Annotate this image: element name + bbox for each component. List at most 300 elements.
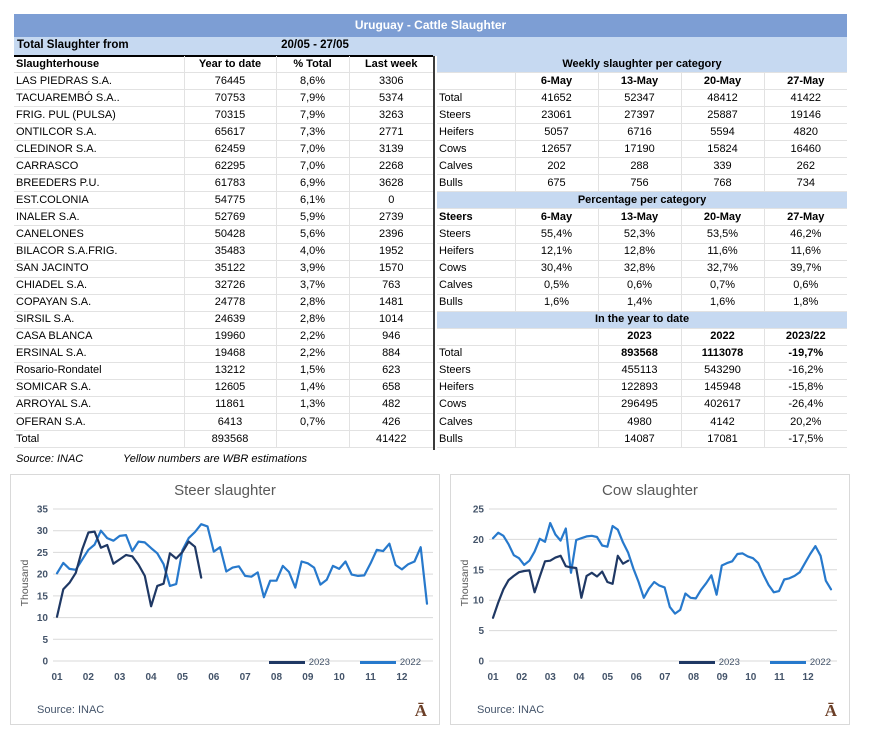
table-cell: 50428 (184, 226, 276, 243)
table-cell: Calves (437, 277, 515, 294)
table-cell: CANELONES (14, 226, 184, 243)
table-cell: 122893 (598, 379, 681, 396)
table-cell: 482 (349, 396, 433, 413)
table-cell: 2739 (349, 209, 433, 226)
table-cell: -26,4% (764, 396, 847, 413)
table-cell: 1,6% (515, 294, 598, 311)
table-cell: 53,5% (681, 226, 764, 243)
y-tick-label: 35 (36, 504, 48, 516)
table-cell: -19,7% (764, 345, 847, 362)
table-cell: 734 (764, 175, 847, 192)
x-tick-label: 01 (51, 672, 63, 683)
table-row (437, 107, 847, 124)
table-cell: 893568 (184, 431, 276, 448)
table-row (437, 294, 847, 311)
slaughterhouse-table (14, 56, 433, 448)
column-header: 13-May (598, 209, 681, 226)
watermark-logo: Ā (824, 701, 837, 720)
table-cell: 6413 (184, 413, 276, 430)
table-cell: 12,8% (598, 243, 681, 260)
table-vertical-divider (433, 56, 435, 450)
table-cell (276, 431, 349, 448)
x-tick-label: 01 (487, 672, 499, 683)
table-cell: 8,6% (276, 73, 349, 90)
column-header: Slaughterhouse (14, 56, 184, 73)
x-tick-label: 04 (145, 672, 157, 683)
slaughterhouse-table-body (14, 56, 433, 448)
chart-title: Cow slaughter (602, 482, 698, 499)
table-row (14, 141, 433, 158)
x-tick-label: 05 (602, 672, 614, 683)
legend-item (360, 657, 421, 668)
table-cell: 3263 (349, 107, 433, 124)
table-cell: 27397 (598, 107, 681, 124)
table-cell: 61783 (184, 175, 276, 192)
column-header: Steers (437, 209, 515, 226)
table-cell: 0,6% (764, 277, 847, 294)
legend-label: 2023 (308, 657, 330, 668)
table-row (14, 379, 433, 396)
x-tick-label: 07 (659, 672, 671, 683)
table-cell: Total (437, 90, 515, 107)
table-cell: 0,6% (598, 277, 681, 294)
table-cell: 1481 (349, 294, 433, 311)
table-cell: 4820 (764, 124, 847, 141)
y-tick-label: 20 (472, 534, 484, 546)
y-axis-label: Thousand (459, 559, 471, 607)
table-cell: 7,0% (276, 158, 349, 175)
table-cell: 7,9% (276, 90, 349, 107)
period-band (14, 37, 847, 56)
x-tick-label: 09 (716, 672, 728, 683)
table-row (14, 396, 433, 413)
table-cell: 5594 (681, 124, 764, 141)
table-cell: 15824 (681, 141, 764, 158)
table-cell: 16460 (764, 141, 847, 158)
table-cell: Rosario-Rondatel (14, 362, 184, 379)
series-line-2023 (493, 556, 628, 618)
section-title: In the year to date (437, 311, 847, 328)
table-cell: 52347 (598, 90, 681, 107)
table-cell: 339 (681, 158, 764, 175)
y-tick-label: 20 (36, 569, 48, 581)
table-cell: TACUAREMBÓ S.A.. (14, 90, 184, 107)
table-cell: CLEDINOR S.A. (14, 141, 184, 158)
table-cell: 41652 (515, 90, 598, 107)
x-tick-label: 10 (333, 672, 345, 683)
table-cell: 24778 (184, 294, 276, 311)
table-row (437, 141, 847, 158)
table-row (14, 260, 433, 277)
table-cell: 12605 (184, 379, 276, 396)
table-cell: 1113078 (681, 345, 764, 362)
table-cell: 12,1% (515, 243, 598, 260)
x-tick-label: 02 (516, 672, 528, 683)
table-cell: 1014 (349, 311, 433, 328)
table-cell (515, 431, 598, 448)
table-cell: 14087 (598, 431, 681, 448)
table-cell: 0,7% (681, 277, 764, 294)
table-row (14, 192, 433, 209)
table-cell: 6716 (598, 124, 681, 141)
table-cell: 65617 (184, 124, 276, 141)
table-cell: 25887 (681, 107, 764, 124)
table-cell: 7,3% (276, 124, 349, 141)
column-header: % Total (276, 56, 349, 73)
y-tick-label: 25 (472, 504, 484, 516)
table-cell: 202 (515, 158, 598, 175)
table-cell: 52,3% (598, 226, 681, 243)
table-cell: 62459 (184, 141, 276, 158)
column-header (515, 328, 598, 345)
table-cell: 6,1% (276, 192, 349, 209)
table-cell: 1,3% (276, 396, 349, 413)
table-cell: 70315 (184, 107, 276, 124)
table-cell: 884 (349, 345, 433, 362)
x-tick-label: 12 (802, 672, 814, 683)
table-cell: SAN JACINTO (14, 260, 184, 277)
table-cell: Bulls (437, 431, 515, 448)
chart-source: Source: INAC (477, 704, 545, 716)
table-cell: 46,2% (764, 226, 847, 243)
x-tick-label: 11 (365, 672, 376, 683)
x-tick-label: 11 (774, 672, 785, 683)
table-row (14, 209, 433, 226)
table-cell: 19146 (764, 107, 847, 124)
table-cell: 19468 (184, 345, 276, 362)
legend-swatch (679, 661, 715, 664)
table-cell: 262 (764, 158, 847, 175)
table-row (14, 277, 433, 294)
table-cell: 402617 (681, 396, 764, 413)
y-tick-label: 25 (36, 547, 48, 559)
table-row (437, 260, 847, 277)
y-tick-label: 0 (478, 656, 484, 668)
table-row (437, 396, 847, 413)
x-tick-label: 10 (745, 672, 757, 683)
table-cell (515, 345, 598, 362)
table-cell: 0,7% (276, 413, 349, 430)
table-cell: 455113 (598, 362, 681, 379)
table-cell: 7,0% (276, 141, 349, 158)
table-cell: 658 (349, 379, 433, 396)
table-cell: 2,2% (276, 345, 349, 362)
table-cell: Bulls (437, 175, 515, 192)
legend-swatch (360, 661, 396, 664)
table-row (437, 243, 847, 260)
section-title: Percentage per category (437, 192, 847, 209)
table-row (14, 311, 433, 328)
category-table-body (437, 56, 847, 448)
x-tick-label: 07 (239, 672, 251, 683)
table-row (437, 362, 847, 379)
column-header: Year to date (184, 56, 276, 73)
y-axis-label: Thousand (19, 559, 31, 607)
y-tick-label: 10 (36, 613, 48, 625)
table-cell: 7,9% (276, 107, 349, 124)
table-row (14, 90, 433, 107)
table-cell: 145948 (681, 379, 764, 396)
table-cell: 1,8% (764, 294, 847, 311)
legend-swatch (269, 661, 305, 664)
table-cell: Calves (437, 413, 515, 430)
table-cell: ONTILCOR S.A. (14, 124, 184, 141)
table-cell (515, 413, 598, 430)
y-tick-label: 0 (42, 656, 48, 668)
table-cell: 5,6% (276, 226, 349, 243)
table-cell: -16,2% (764, 362, 847, 379)
table-cell: Bulls (437, 294, 515, 311)
table-row (437, 431, 847, 448)
table-cell: 5057 (515, 124, 598, 141)
y-tick-label: 15 (36, 591, 48, 603)
table-cell: 4,0% (276, 243, 349, 260)
cow-slaughter-chart (450, 474, 850, 725)
table-cell: 1,4% (276, 379, 349, 396)
table-cell: 54775 (184, 192, 276, 209)
table-cell: 768 (681, 175, 764, 192)
table-cell: 1,6% (681, 294, 764, 311)
table-row (14, 328, 433, 345)
table-cell: 675 (515, 175, 598, 192)
x-tick-label: 05 (176, 672, 188, 683)
table-row (14, 107, 433, 124)
table-cell: 288 (598, 158, 681, 175)
table-cell: 3,7% (276, 277, 349, 294)
steer-slaughter-chart (10, 474, 440, 725)
table-cell: SIRSIL S.A. (14, 311, 184, 328)
table-row (437, 277, 847, 294)
table-cell: ERSINAL S.A. (14, 345, 184, 362)
table-cell: 32726 (184, 277, 276, 294)
table-row (14, 362, 433, 379)
table-cell: -15,8% (764, 379, 847, 396)
table-cell: 17190 (598, 141, 681, 158)
column-header: 6-May (515, 73, 598, 90)
column-header: 20-May (681, 73, 764, 90)
table-cell: 2,8% (276, 311, 349, 328)
x-tick-label: 12 (396, 672, 408, 683)
table-cell: 24639 (184, 311, 276, 328)
table-cell: Cows (437, 260, 515, 277)
table-cell: 3628 (349, 175, 433, 192)
table-cell (515, 362, 598, 379)
column-header (437, 328, 515, 345)
table-header-row (14, 56, 433, 73)
table-cell: BREEDERS P.U. (14, 175, 184, 192)
table-cell: 11861 (184, 396, 276, 413)
table-cell: CASA BLANCA (14, 328, 184, 345)
table-cell: CARRASCO (14, 158, 184, 175)
table-cell: 3139 (349, 141, 433, 158)
table-cell: 4980 (598, 413, 681, 430)
table-row (14, 226, 433, 243)
table-row (14, 294, 433, 311)
table-cell: 19960 (184, 328, 276, 345)
table-cell: 41422 (349, 431, 433, 448)
table-cell: 32,7% (681, 260, 764, 277)
table-cell: 2,2% (276, 328, 349, 345)
table-cell: 623 (349, 362, 433, 379)
table-row (437, 124, 847, 141)
section-header-row (437, 209, 847, 226)
estimation-note: Yellow numbers are WBR estimations (123, 453, 308, 465)
y-tick-label: 5 (478, 626, 484, 638)
table-cell: 763 (349, 277, 433, 294)
table-cell: 62295 (184, 158, 276, 175)
column-header: 27-May (764, 209, 847, 226)
table-cell: 12657 (515, 141, 598, 158)
chart-legend (679, 657, 831, 668)
table-cell: 76445 (184, 73, 276, 90)
source-note: Source: INAC (16, 453, 84, 465)
table-cell: 0,5% (515, 277, 598, 294)
table-cell: 5374 (349, 90, 433, 107)
table-cell: BILACOR S.A.FRIG. (14, 243, 184, 260)
table-cell: 55,4% (515, 226, 598, 243)
x-tick-label: 08 (687, 672, 700, 683)
section-title-row (437, 192, 847, 209)
table-cell (515, 379, 598, 396)
table-cell: Steers (437, 362, 515, 379)
total-row (14, 431, 433, 448)
table-cell: EST.COLONIA (14, 192, 184, 209)
table-row (437, 90, 847, 107)
table-cell: 426 (349, 413, 433, 430)
table-cell: LAS PIEDRAS S.A. (14, 73, 184, 90)
column-header: 2023 (598, 328, 681, 345)
table-cell: 23061 (515, 107, 598, 124)
watermark-logo: Ā (414, 701, 427, 720)
column-header: 13-May (598, 73, 681, 90)
table-cell: 1,5% (276, 362, 349, 379)
column-header (437, 73, 515, 90)
table-cell: Cows (437, 141, 515, 158)
section-title-row (437, 56, 847, 73)
table-cell: 11,6% (764, 243, 847, 260)
table-cell: 5,9% (276, 209, 349, 226)
table-cell: Calves (437, 158, 515, 175)
table-cell: 6,9% (276, 175, 349, 192)
table-cell: 39,7% (764, 260, 847, 277)
x-tick-label: 06 (208, 672, 220, 683)
y-tick-label: 30 (36, 526, 48, 538)
table-row (14, 73, 433, 90)
column-header: Last week (349, 56, 433, 73)
legend-item (269, 657, 330, 668)
table-row (14, 413, 433, 430)
y-tick-label: 10 (472, 595, 484, 607)
column-header: 2022 (681, 328, 764, 345)
table-cell: -17,5% (764, 431, 847, 448)
table-cell: 946 (349, 328, 433, 345)
column-header: 27-May (764, 73, 847, 90)
legend-item (679, 657, 740, 668)
table-cell: Total (437, 345, 515, 362)
table-cell: 543290 (681, 362, 764, 379)
table-row (14, 175, 433, 192)
legend-item (770, 657, 831, 668)
table-cell: 17081 (681, 431, 764, 448)
legend-label: 2023 (718, 657, 740, 668)
table-cell: 893568 (598, 345, 681, 362)
table-cell: 70753 (184, 90, 276, 107)
table-cell: 3,9% (276, 260, 349, 277)
table-cell: 13212 (184, 362, 276, 379)
x-tick-label: 02 (82, 672, 94, 683)
table-cell: 2268 (349, 158, 433, 175)
category-table (437, 56, 847, 448)
table-cell: 2,8% (276, 294, 349, 311)
y-tick-label: 15 (472, 565, 484, 577)
x-tick-label: 06 (630, 672, 642, 683)
table-cell: 32,8% (598, 260, 681, 277)
chart-legend (269, 657, 421, 668)
x-tick-label: 04 (573, 672, 585, 683)
table-cell: 1570 (349, 260, 433, 277)
table-row (437, 158, 847, 175)
x-tick-label: 03 (544, 672, 556, 683)
table-cell: 11,6% (681, 243, 764, 260)
table-cell: 30,4% (515, 260, 598, 277)
period-label: Total Slaughter from (17, 39, 129, 51)
table-cell: 35483 (184, 243, 276, 260)
table-row (14, 243, 433, 260)
table-cell: Heifers (437, 379, 515, 396)
y-tick-label: 5 (42, 634, 48, 646)
table-row (437, 175, 847, 192)
chart-source: Source: INAC (37, 704, 105, 716)
table-row (14, 124, 433, 141)
table-cell: 52769 (184, 209, 276, 226)
table-cell: COPAYAN S.A. (14, 294, 184, 311)
table-row (437, 345, 847, 362)
table-cell: 296495 (598, 396, 681, 413)
x-tick-label: 09 (302, 672, 314, 683)
table-cell: 1,4% (598, 294, 681, 311)
table-cell: Steers (437, 107, 515, 124)
table-cell: 20,2% (764, 413, 847, 430)
section-header-row (437, 328, 847, 345)
x-tick-label: 08 (270, 672, 283, 683)
table-cell: 48412 (681, 90, 764, 107)
table-cell: 41422 (764, 90, 847, 107)
section-header-row (437, 73, 847, 90)
section-title-row (437, 311, 847, 328)
chart-title: Steer slaughter (174, 482, 276, 499)
table-cell: Steers (437, 226, 515, 243)
table-cell: Total (14, 431, 184, 448)
x-tick-label: 03 (114, 672, 126, 683)
table-cell: 1952 (349, 243, 433, 260)
legend-swatch (770, 661, 806, 664)
table-cell: 3306 (349, 73, 433, 90)
table-cell: Heifers (437, 124, 515, 141)
table-cell: CHIADEL S.A. (14, 277, 184, 294)
table-cell: 4142 (681, 413, 764, 430)
legend-label: 2022 (809, 657, 831, 668)
table-cell: 756 (598, 175, 681, 192)
table-row (437, 413, 847, 430)
period-value: 20/05 - 27/05 (281, 39, 349, 51)
section-title: Weekly slaughter per category (437, 56, 847, 73)
table-cell: ARROYAL S.A. (14, 396, 184, 413)
table-row (14, 158, 433, 175)
column-header: 20-May (681, 209, 764, 226)
table-row (437, 226, 847, 243)
report-title-bar: Uruguay - Cattle Slaughter (14, 14, 847, 37)
table-cell: OFERAN S.A. (14, 413, 184, 430)
